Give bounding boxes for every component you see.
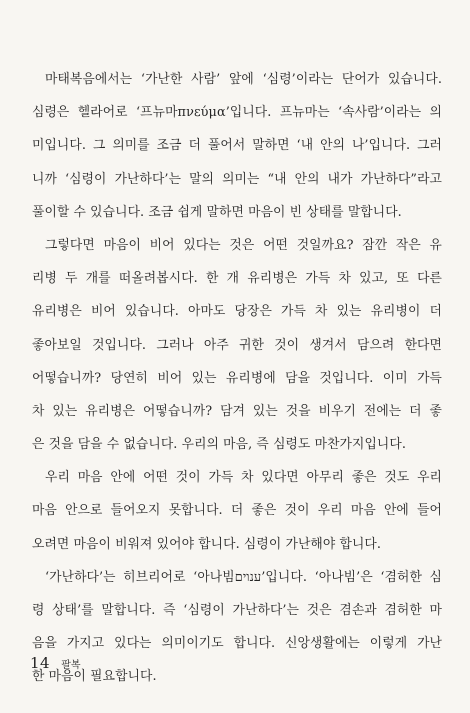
text-line: 심령은 헬라어로 ‘프뉴마πνεύμα’입니다. 프뉴마는 ‘속사람’이라는 의 [32,105,442,121]
text-line: 음을 가지고 있다는 의미이기도 합니다. 신앙생활에는 이렇게 가난 [32,636,442,652]
page-number: 14 [30,654,51,672]
text-line: 유리병은 비어 있습니다. 아마도 당장은 가득 차 있는 유리병이 더 [32,304,442,320]
page-footer [30,653,81,672]
body-text [32,63,442,694]
text-line: 한 마음이 필요합니다. [32,669,157,685]
text-line: 미입니다. 그 의미를 조금 더 풀어서 말하면 ‘내 안의 나’입니다. 그러 [32,138,442,154]
text-line: 우리 마음 안에 어떤 것이 가득 차 있다면 아무리 좋은 것도 우리 [45,470,442,486]
text-line: ‘가난하다’는 히브리어로 ‘아나빔ענוים’입니다. ‘아나빔’은 ‘겸허한 심 [45,569,443,585]
text-line: 마태복음에서는 ‘가난한 사람’ 앞에 ‘심령’이라는 단어가 있습니다. [45,72,442,87]
text-line: 그렇다면 마음이 비어 있다는 것은 어떤 것일까요? 잠깐 작은 유 [45,237,442,253]
text-line: 니까 ‘심령이 가난하다’는 말의 의미는 “내 안의 내가 가난하다”라고 [32,171,442,187]
text-line: 오려면 마음이 비워져 있어야 합니다. 심령이 가난해야 합니다. [32,536,382,552]
text-line: 은 것을 담을 수 없습니다. 우리의 마음, 즉 심령도 마찬가지입니다. [32,437,407,453]
text-line: 마음 안으로 들어오지 못합니다. 더 좋은 것이 우리 마음 안에 들어 [32,503,442,519]
text-line: 풀이할 수 있습니다. 조금 쉽게 말하면 마음이 빈 상태를 말합니다. [32,204,402,220]
text-line: 리병 두 개를 떠올려봅시다. 한 개 유리병은 가득 차 있고, 또 다른 [32,271,442,287]
running-title: 팔복 [61,660,81,671]
paragraph-1 [32,63,442,229]
paragraph-3 [32,461,442,561]
paragraph-2 [32,229,442,461]
text-line: 차 있는 유리병은 어떻습니까? 담겨 있는 것을 비우기 전에는 더 좋 [32,403,442,419]
text-line: 어떻습니까? 당연히 비어 있는 유리병에 담을 것입니다. 이미 가득 [32,370,442,386]
text-line: 좋아보일 것입니다. 그러나 아주 귀한 것이 생겨서 담으려 한다면 [32,337,442,353]
paragraph-4 [32,561,442,694]
text-line: 령 상태’를 말합니다. 즉 ‘심령이 가난하다’는 것은 겸손과 겸허한 마 [32,603,442,618]
